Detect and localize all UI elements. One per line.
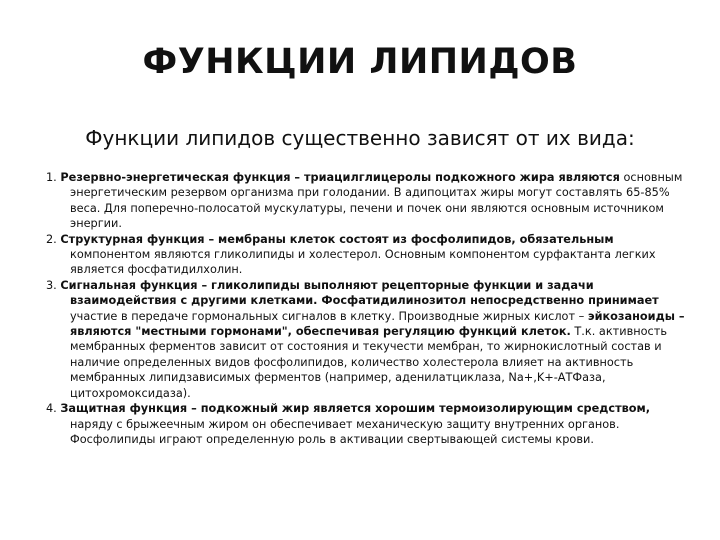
item-number: 2. xyxy=(46,232,57,246)
function-list xyxy=(46,170,686,447)
item-heading: Структурная функция – мембраны клеток состоят из фосфолипидов, обязательным xyxy=(60,232,614,246)
item-text: компонентом являются гликолипиды и холестерол. Основным компонентом сурфактанта легких является фосфатидилхолин. xyxy=(70,248,656,277)
list-item-protective xyxy=(46,401,686,447)
item-number: 3. xyxy=(46,278,57,292)
slide-title: ФУНКЦИИ ЛИПИДОВ xyxy=(142,42,578,82)
item-number: 4. xyxy=(46,402,57,416)
item-text: основным энергетическим резервом организма при голодании. В адипоцитах жиры могут составлять 65-85% веса. Для поперечно-полосатой мускулатуры, печени и почек они являются основным источником энергии. xyxy=(70,171,683,231)
list-item-energy xyxy=(46,170,686,232)
item-heading-secondary: эйкозаноиды – являются "местными гормонами", обеспечивая регуляцию функций клеток. xyxy=(70,309,685,339)
item-text-secondary: Т.к. активность мембранных ферментов зависит от состояния и текучести мембран, то жирнокислотный состав и наличие определенных видов фосфолипидов, количество холестерола влияет на активность мембранных липидзависимых ферментов (например, аденилатциклаза, Na+,K+-АТФаза, цитохромоксидаза). xyxy=(70,325,667,400)
item-heading: Защитная функция – подкожный жир является хорошим термоизолирующим средством, xyxy=(60,402,651,416)
item-text: участие в передаче гормональных сигналов в клетку. Производные жирных кислот – xyxy=(70,309,585,323)
item-heading: Резервно-энергетическая функция – триацилглицеролы подкожного жира являются xyxy=(60,171,620,184)
list-item-structural xyxy=(46,232,686,278)
list-item-signal xyxy=(46,278,686,401)
slide-subtitle: Функции липидов существенно зависят от их вида: xyxy=(85,126,635,150)
item-text: наряду с брыжеечным жиром он обеспечивает механическую защиту внутренних органов. Фосфолипиды играют определенную роль в активации свертывающей системы крови. xyxy=(70,417,620,446)
item-heading: Сигнальная функция – гликолипиды выполняют рецепторные функции и задачи взаимодействия с другими клетками. Фосфатидилинозитол непосредственно принимает xyxy=(60,278,659,308)
item-number: 1. xyxy=(46,171,57,184)
